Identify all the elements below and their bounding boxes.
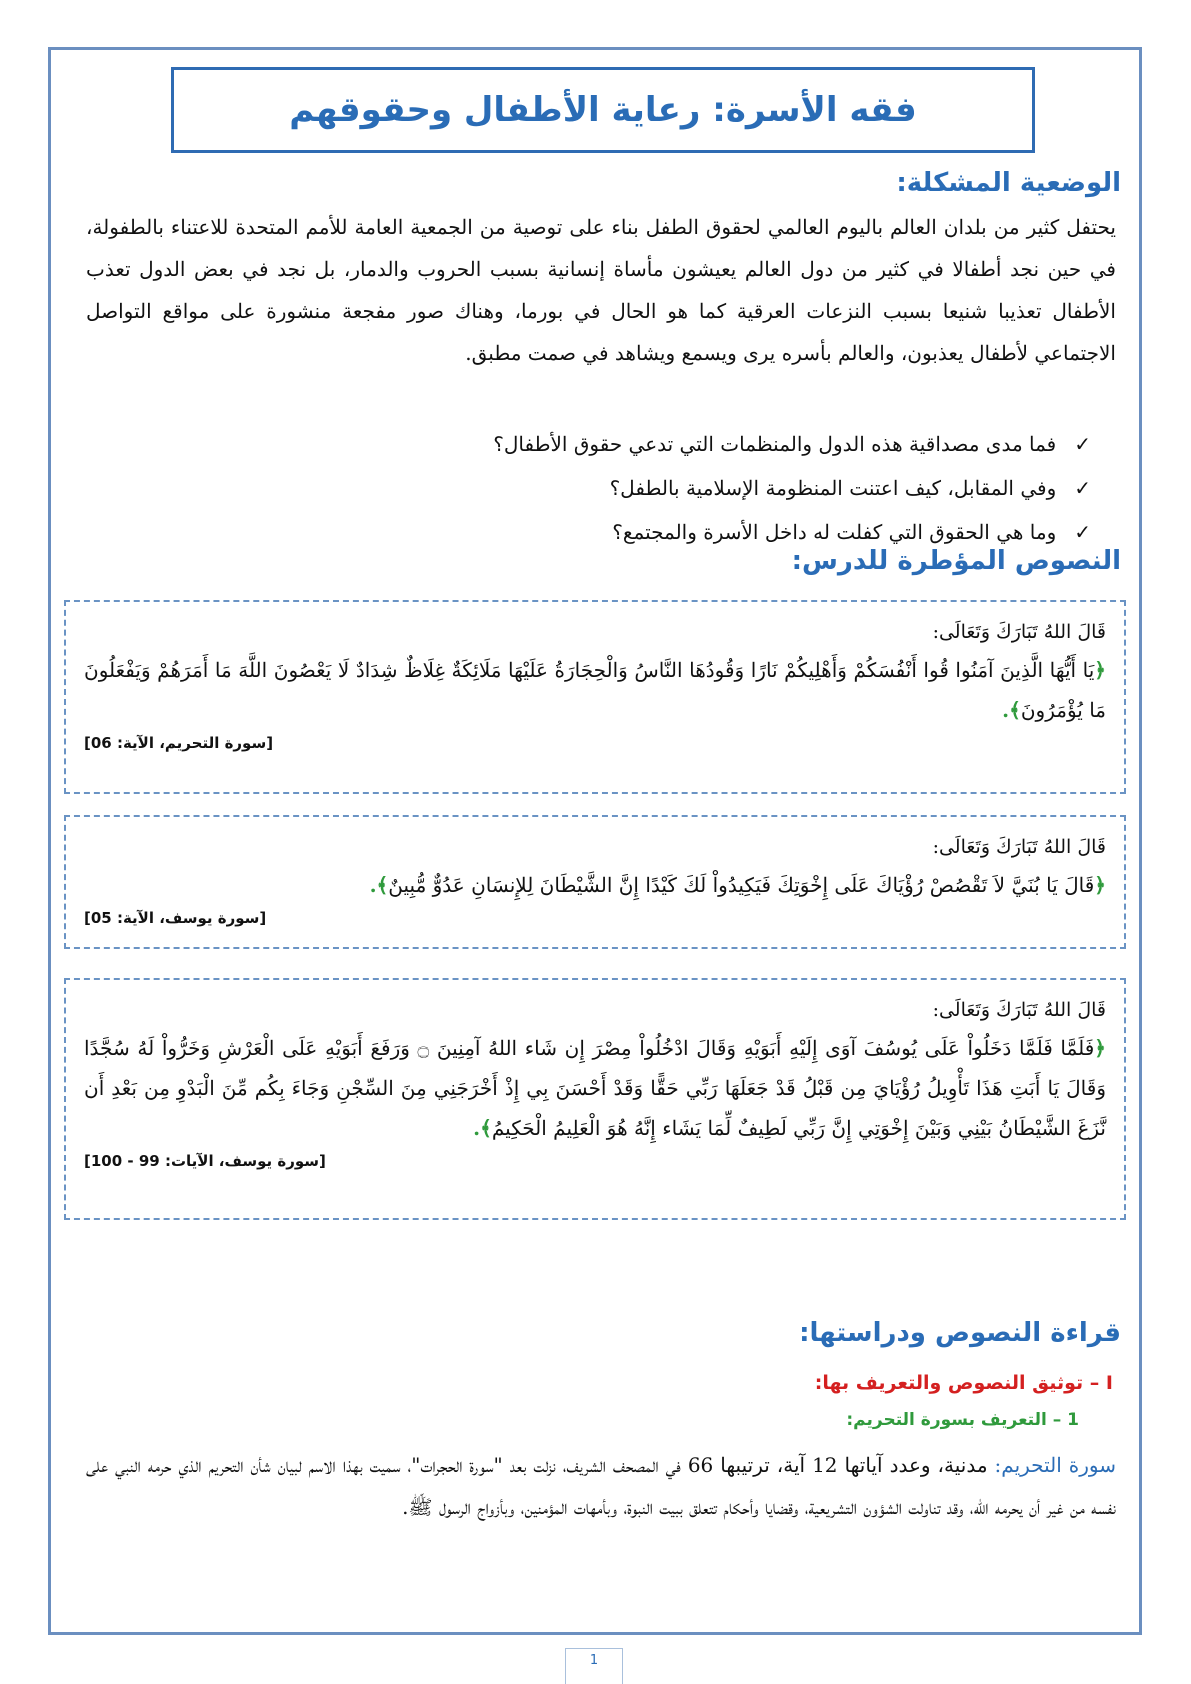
verse-source: [سورة التحريم، الآية: 06] bbox=[84, 734, 274, 752]
lead-term: سورة التحريم: bbox=[994, 1453, 1116, 1477]
verse-intro: قَالَ اللهُ تَبَارَكَ وَتَعَالَى: bbox=[932, 836, 1106, 858]
problem-heading: الوضعية المشكلة: bbox=[896, 168, 1121, 198]
verse-source: [سورة يوسف، الآيات: 99 - 100] bbox=[84, 1152, 326, 1170]
verse-text bbox=[84, 865, 1106, 905]
quran-open-bracket: ﴿ bbox=[1094, 658, 1106, 682]
question-text: وفي المقابل، كيف اعتنت المنظومة الإسلامية بالطفل؟ bbox=[609, 476, 1057, 500]
verse-body: فَلَمَّا فَلَمَّا دَخَلُواْ عَلَى يُوسُفَ آوَى إِلَيْهِ أَبَوَيْهِ وَقَالَ ادْخُلُواْ مِصْرَ إِن شَاء اللهُ آمِنِينَ ۝ وَرَفَعَ أَبَوَيْهِ عَلَى الْعَرْشِ وَخَرُّواْ لَهُ سُجَّدًا وَقَالَ يَا أَبَتِ هَذَا تَأْوِيلُ رُؤْيَايَ مِن قَبْلُ قَدْ جَعَلَهَا رَبِّي حَقًّا وَقَدْ أَحْسَنَ بِي إِذْ أَخْرَجَنِي مِنَ السِّجْنِ وَجَاءَ بِكُم مِّنَ الْبَدْوِ مِن بَعْدِ أَن نَّزَغَ الشَّيْطَانُ بَيْنِي وَبَيْنَ إِخْوَتِي إِنَّ رَبِّي لَطِيفٌ لِّمَا يَشَاء إِنَّهُ هُوَ الْعَلِيمُ الْحَكِيمُ bbox=[84, 1036, 1106, 1140]
reading-heading: قراءة النصوص ودراستها: bbox=[799, 1318, 1121, 1348]
quran-close-bracket: ﴾. bbox=[473, 1116, 492, 1140]
verse-body: يَا أَيُّهَا الَّذِينَ آمَنُوا قُوا أَنْفُسَكُمْ وَأَهْلِيكُمْ نَارًا وَقُودُهَا النَّاسُ وَالْحِجَارَةُ عَلَيْهَا مَلَائِكَةٌ غِلَاظٌ شِدَادٌ لَا يَعْصُونَ اللَّهَ مَا أَمَرَهُمْ وَيَفْعَلُونَ مَا يُؤْمَرُونَ bbox=[84, 658, 1106, 722]
page-title: فقه الأسرة: رعاية الأطفال وحقوقهم bbox=[289, 90, 917, 130]
surah-paragraph bbox=[86, 1444, 1116, 1528]
check-icon: ✓ bbox=[1074, 476, 1091, 500]
verse-source: [سورة يوسف، الآية: 05] bbox=[84, 909, 267, 927]
question-text: وما هي الحقوق التي كفلت له داخل الأسرة والمجتمع؟ bbox=[612, 520, 1057, 544]
verse-body: قَالَ يَا بُنَيَّ لاَ تَقْصُصْ رُؤْيَاكَ عَلَى إِخْوَتِكَ فَيَكِيدُواْ لَكَ كَيْدًا إِنَّ الشَّيْطَانَ لِلإِنسَانِ عَدُوٌّ مُّبِينٌ bbox=[388, 873, 1095, 897]
problem-paragraph: يحتفل كثير من بلدان العالم باليوم العالمي لحقوق الطفل بناء على توصية من الجمعية العامة للأمم المتحدة للاعتناء بالطفولة، في حين نجد أطفالا في كثير من دول العالم يعيشون مأساة إنسانية بسبب الحروب والدمار، بل نجد في بعض الدول تعذب الأطفال تعذيبا شنيعا بسبب النزعات العرقية كما هو الحال في بورما، وهناك صور مفجعة منشورة على مواقع التواصل الاجتماعي لأطفال يعذبون، والعالم بأسره يرى ويسمع ويشاهد في صمت مطبق. bbox=[86, 215, 1116, 365]
verse-text bbox=[84, 650, 1106, 730]
verse-text bbox=[84, 1028, 1106, 1148]
title-box bbox=[171, 67, 1035, 153]
verse-intro: قَالَ اللهُ تَبَارَكَ وَتَعَالَى: bbox=[932, 621, 1106, 643]
check-icon: ✓ bbox=[1074, 520, 1091, 544]
quran-close-bracket: ﴾. bbox=[369, 873, 389, 897]
surah-paragraph-text: مدنية، وعدد آياتها 12 آية، ترتيبها 66 في المصحف الشريف، نزلت بعد "سورة الحجرات"، سميت بهذا الاسم لبيان شأن التحريم الذي حرمه النبي على نفسه من غير أن يحرمه الله، وقد تناولت الشؤون التشريعية، وقضايا وأحكام تتعلق ببيت النبوة، وبأمهات المؤمنين، وبأزواج الرسول ﷺ. bbox=[86, 1453, 1116, 1519]
check-icon: ✓ bbox=[1074, 432, 1091, 456]
page-number: 1 bbox=[565, 1648, 623, 1684]
list-item bbox=[493, 466, 1091, 510]
question-text: فما مدى مصداقية هذه الدول والمنظمات التي تدعي حقوق الأطفال؟ bbox=[493, 432, 1057, 456]
texts-heading: النصوص المؤطرة للدرس: bbox=[791, 546, 1121, 576]
verse-box-1 bbox=[64, 600, 1126, 794]
list-item bbox=[493, 422, 1091, 466]
quran-open-bracket: ﴿ bbox=[1094, 1036, 1106, 1060]
quran-close-bracket: ﴾. bbox=[1002, 698, 1021, 722]
verse-intro: قَالَ اللهُ تَبَارَكَ وَتَعَالَى: bbox=[932, 999, 1106, 1021]
verse-box-3 bbox=[64, 978, 1126, 1220]
quran-open-bracket: ﴿ bbox=[1094, 873, 1106, 897]
question-list bbox=[493, 422, 1091, 554]
surah-intro-subheading: 1 – التعريف بسورة التحريم: bbox=[846, 1410, 1079, 1430]
verse-box-2 bbox=[64, 815, 1126, 949]
documentation-subheading: I – توثيق النصوص والتعريف بها: bbox=[814, 1372, 1113, 1394]
